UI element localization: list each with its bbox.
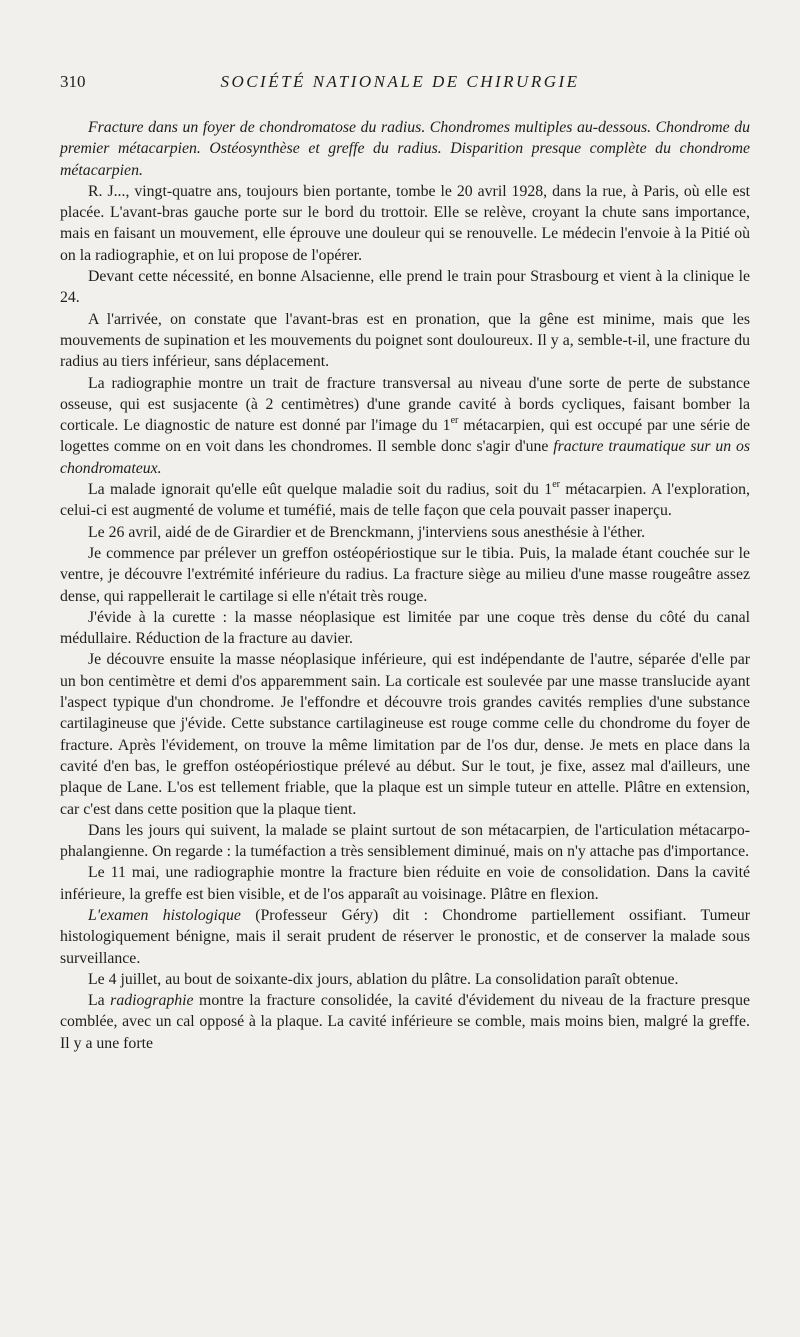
page-number: 310 bbox=[60, 72, 86, 91]
text-run: montre la fracture consolidée, la cavité d'évidement du niveau de la fracture presque comblée, avec un cal opposé à la plaque. La cavité inférieure se comble, mais moins bien, malgré la greffe. Il y a une forte bbox=[60, 992, 750, 1052]
article-title: Fracture dans un foyer de chondromatose du radius. Chondromes multiples au-dessous. Chondrome du premier métacarpien. Ostéosynthèse et greffe du radius. Disparition presque complète du chondrome métacarpien. bbox=[60, 119, 750, 179]
paragraph: Je découvre ensuite la masse néoplasique inférieure, qui est indépendante de l'autre, séparée d'elle par un bon centimètre et demi d'os apparemment sain. La corticale est soulevée par une masse translucide ayant l'aspect typique d'un chondrome. Je l'effondre et découvre trois grandes cavités remplies d'une substance cartilagineuse que j'évide. Cette substance cartilagineuse est rouge comme celle du chondrome du foyer de fracture. Après l'évidement, on trouve la même limitation par de l'os dur, dense. Je mets en place dans la cavité d'en bas, le greffon ostéopériostique prélevé au début. Sur le tout, je fixe, assez mal d'ailleurs, une plaque de Lane. L'os est tellement friable, que la plaque est un simple tuteur en attelle. Plâtre en extension, car c'est dans cette position que la plaque tient. bbox=[60, 651, 750, 818]
page-header bbox=[60, 72, 740, 98]
paragraph bbox=[60, 373, 750, 479]
text-run: métacarpien, qui est occupé par une série de logettes comme on en voit dans les chondromes. Il semble donc s'agir d'une bbox=[60, 417, 750, 456]
paragraph bbox=[60, 479, 750, 522]
paragraph bbox=[60, 905, 750, 969]
italic-phrase: fracture traumatique sur un os chondromateux. bbox=[60, 438, 750, 477]
italic-phrase: L'examen histologique bbox=[88, 906, 241, 924]
article-body bbox=[60, 117, 750, 1054]
paragraph: R. J..., vingt-quatre ans, toujours bien portante, tombe le 20 avril 1928, dans la rue, à Paris, où elle est placée. L'avant-bras gauche porte sur le bord du trottoir. Elle se relève, croyant la chute sans importance, mais en faisant un mouvement, elle éprouve une douleur qui se renouvelle. Le médecin l'envoie à la Pitié où on la radiographie, et on lui propose de l'opérer. bbox=[60, 182, 750, 264]
italic-phrase: radiographie bbox=[110, 992, 194, 1010]
paragraph: Dans les jours qui suivent, la malade se plaint surtout de son métacarpien, de l'articulation métacarpo-phalangienne. On regarde : la tuméfaction a très sensiblement diminué, mais on n'y attache pas d'importance. bbox=[60, 821, 750, 861]
paragraph: Le 4 juillet, au bout de soixante-dix jours, ablation du plâtre. La consolidation paraît obtenue. bbox=[88, 970, 679, 988]
paragraph: Le 26 avril, aidé de de Girardier et de Brenckmann, j'interviens sous anesthésie à l'éther. bbox=[88, 523, 646, 541]
paragraph bbox=[60, 990, 750, 1054]
paragraph: Je commence par prélever un greffon ostéopériostique sur le tibia. Puis, la malade étant couchée sur le ventre, je découvre l'extrémité inférieure du radius. La fracture siège au milieu d'une masse rougeâtre assez dense, qui rappellerait le cartilage si elle n'était très rouge. bbox=[60, 544, 750, 605]
running-title: SOCIÉTÉ NATIONALE DE CHIRURGIE bbox=[220, 72, 580, 91]
text-run: La bbox=[88, 992, 111, 1010]
text-run: (Professeur Géry) dit : Chondrome partiellement ossifiant. Tumeur histologiquement bénigne, mais il serait prudent de réserver le pronostic, et de conserver la malade sous surveillance. bbox=[60, 906, 750, 967]
text-run: métacarpien. A l'exploration, celui-ci est augmenté de volume et tuméfié, mais de telle façon que cela pouvait passer inaperçu. bbox=[60, 481, 750, 520]
text-run: La radiographie montre un trait de fracture transversal au niveau d'une sorte de perte de substance osseuse, qui est susjacente (à 2 centimètres) d'une grande cavité à bords cycliques, faisant bomber la corticale. Le diagnostic de nature est donné par l'image du 1 bbox=[60, 374, 750, 435]
text-run: La malade ignorait qu'elle eût quelque maladie soit du radius, soit du 1 bbox=[88, 481, 553, 499]
superscript: er bbox=[552, 478, 560, 490]
paragraph: A l'arrivée, on constate que l'avant-bras est en pronation, que la gêne est minime, mais que les mouvements de supination et les mouvements du poignet sont douloureux. Il y a, semble-t-il, une fracture du radius au tiers inférieur, sans déplacement. bbox=[60, 310, 750, 371]
paragraph: Le 11 mai, une radiographie montre la fracture bien réduite en voie de consolidation. Dans la cavité inférieure, la greffe est bien visible, et de l'os apparaît au voisinage. Plâtre en flexion. bbox=[60, 864, 750, 903]
superscript: er bbox=[450, 414, 459, 426]
paragraph: J'évide à la curette : la masse néoplasique est limitée par une coque très dense du côté du canal médullaire. Réduction de la fracture au davier. bbox=[60, 608, 750, 648]
paragraph: Devant cette nécessité, en bonne Alsacienne, elle prend le train pour Strasbourg et vient à la clinique le 24. bbox=[60, 268, 750, 307]
